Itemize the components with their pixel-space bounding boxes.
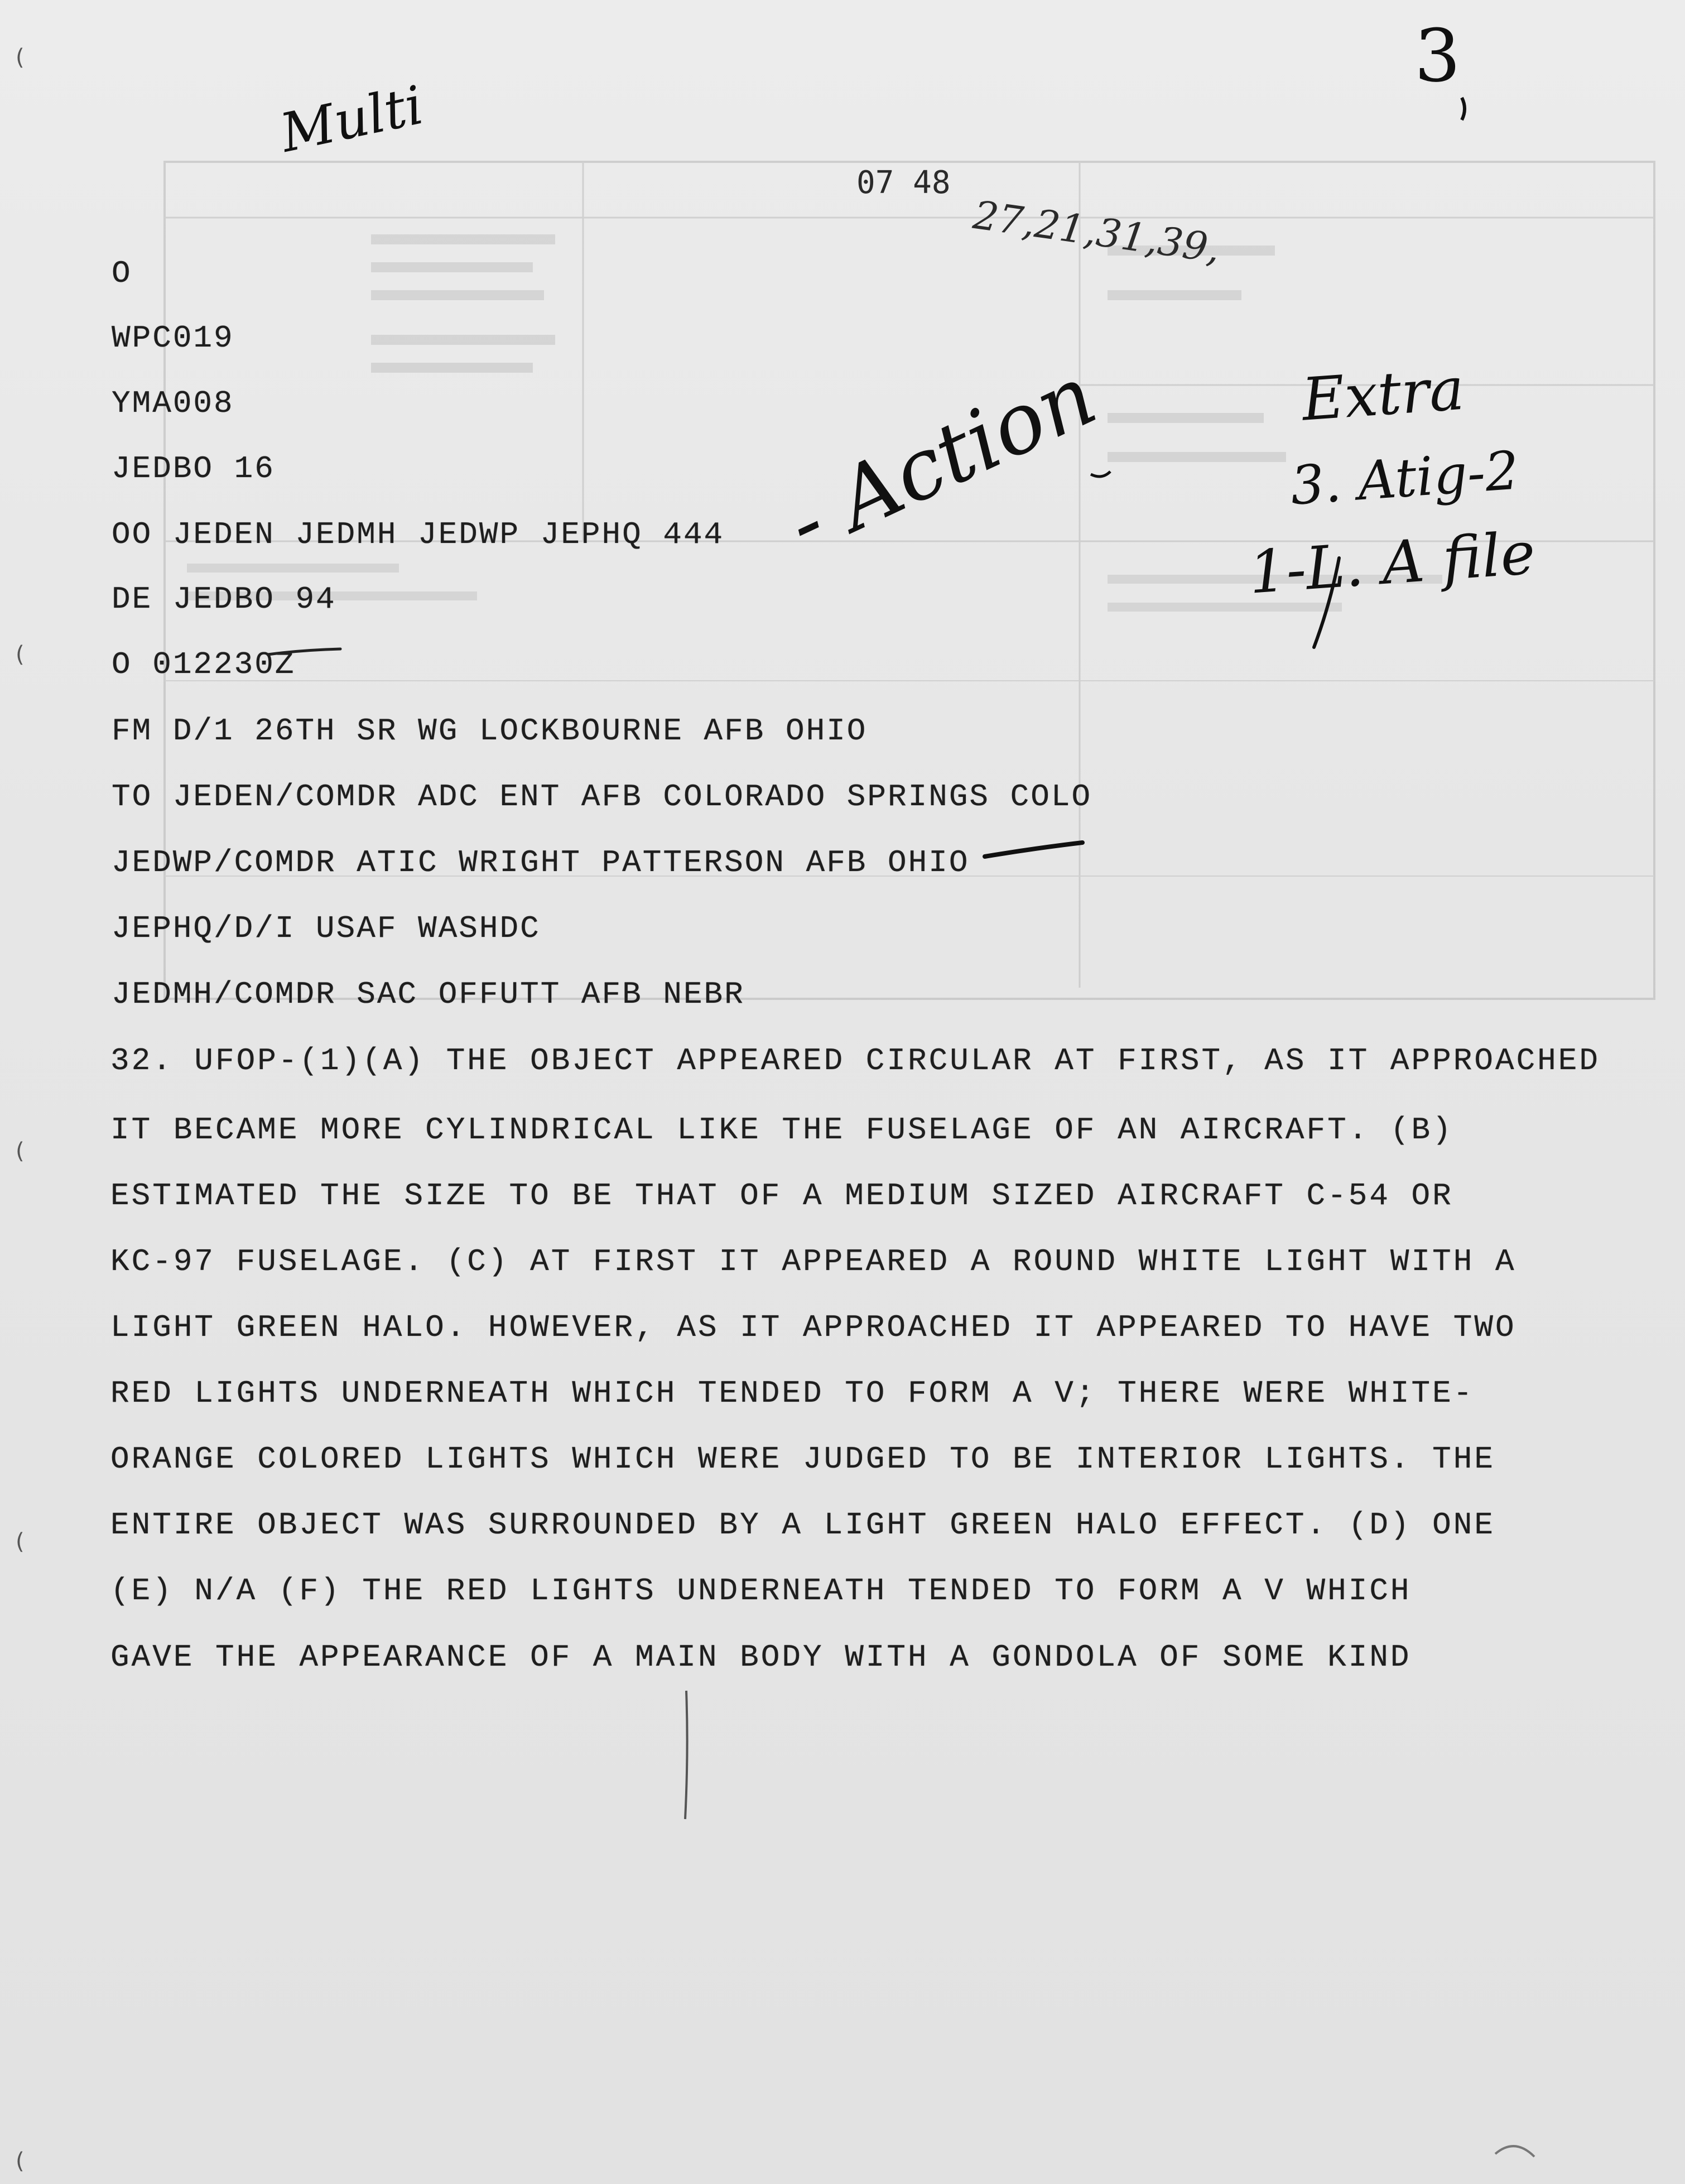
routing-line: JEDBO 16 [112, 451, 275, 487]
routing-line: OO JEDEN JEDMH JEDWP JEPHQ 444 [112, 517, 725, 552]
scan-edge-mark: ( [16, 2148, 25, 2174]
scan-edge-mark: ( [16, 642, 25, 667]
handwritten-multi: Multi [275, 74, 429, 165]
scan-edge-mark: ( [16, 1529, 25, 1555]
receipt-stamp-date: 27,21,31,39, [970, 192, 1223, 272]
message-body-line: ORANGE COLORED LIGHTS WHICH WERE JUDGED TO BE INTERIOR LIGHTS. THE [110, 1441, 1495, 1477]
addressee-line: JEDWP/COMDR ATIC WRIGHT PATTERSON AFB OHIO [112, 845, 970, 881]
message-body-line: LIGHT GREEN HALO. HOWEVER, AS IT APPROACHED IT APPEARED TO HAVE TWO [110, 1310, 1516, 1345]
addressee-line: JEPHQ/D/I USAF WASHDC [112, 911, 541, 946]
routing-line: O 012230Z [112, 647, 296, 682]
addressee-line: JEDMH/COMDR SAC OFFUTT AFB NEBR [112, 976, 745, 1012]
message-body-line: IT BECAME MORE CYLINDRICAL LIKE THE FUSELAGE OF AN AIRCRAFT. (B) [110, 1112, 1453, 1148]
to-line: TO JEDEN/COMDR ADC ENT AFB COLORADO SPRINGS COLO [112, 779, 1092, 815]
handwritten-routing-file: 1-L. A file [1246, 519, 1538, 607]
message-body-line: GAVE THE APPEARANCE OF A MAIN BODY WITH A GONDOLA OF SOME KIND [110, 1639, 1412, 1675]
message-body-line: (E) N/A (F) THE RED LIGHTS UNDERNEATH TENDED TO FORM A V WHICH [110, 1573, 1412, 1609]
handwritten-routing-extra: Extra [1299, 354, 1467, 434]
scan-edge-mark: ( [16, 1138, 25, 1164]
routing-line: WPC019 [112, 320, 234, 356]
receipt-stamp-time: 07 48 [856, 165, 951, 201]
handwritten-action: - Action [772, 347, 1110, 573]
routing-line: YMA008 [112, 386, 234, 421]
message-body-line: 32. UFOP-(1)(A) THE OBJECT APPEARED CIRCULAR AT FIRST, AS IT APPROACHED [110, 1043, 1600, 1079]
handwritten-routing-atig: 3. Atig-2 [1288, 440, 1521, 517]
scan-edge-mark: ( [16, 45, 25, 70]
message-body-line: ENTIRE OBJECT WAS SURROUNDED BY A LIGHT GREEN HALO EFFECT. (D) ONE [110, 1507, 1495, 1543]
message-priority: O [112, 256, 132, 291]
message-body-line: ESTIMATED THE SIZE TO BE THAT OF A MEDIUM SIZED AIRCRAFT C-54 OR [110, 1178, 1453, 1214]
routing-line: DE JEDBO 94 [112, 581, 336, 617]
from-line: FM D/1 26TH SR WG LOCKBOURNE AFB OHIO [112, 713, 868, 749]
page-number: 3 [1414, 13, 1461, 98]
message-body-line: RED LIGHTS UNDERNEATH WHICH TENDED TO FORM A V; THERE WERE WHITE- [110, 1375, 1475, 1411]
message-body-line: KC-97 FUSELAGE. (C) AT FIRST IT APPEARED A ROUND WHITE LIGHT WITH A [110, 1244, 1516, 1279]
